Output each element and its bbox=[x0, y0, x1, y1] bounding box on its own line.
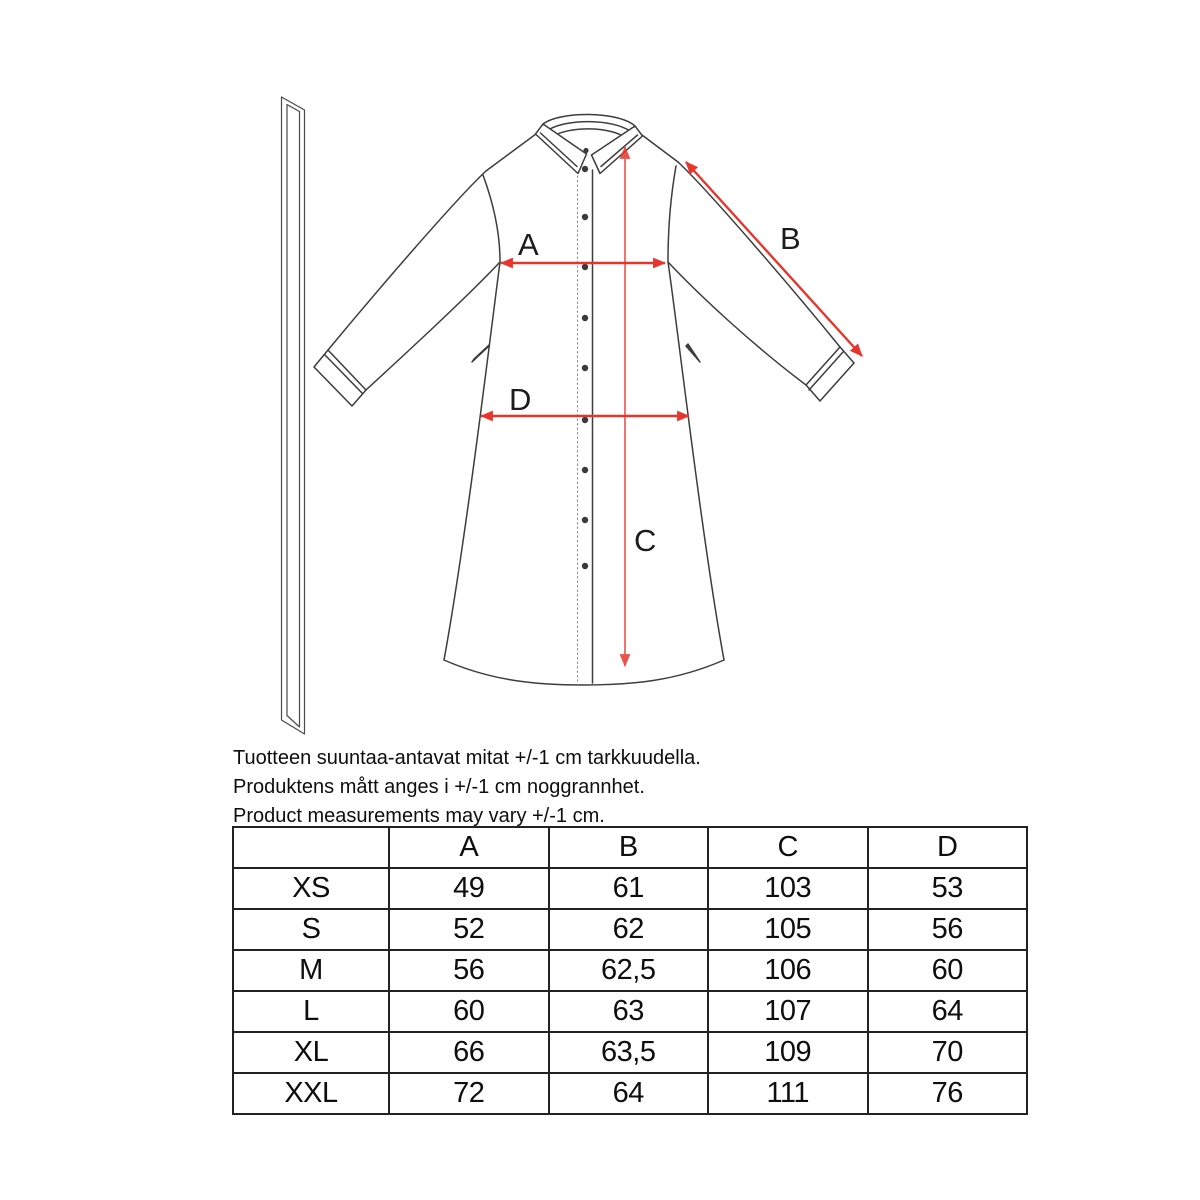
sleeve-right-outer bbox=[678, 162, 840, 347]
measurement-cell: 63 bbox=[549, 991, 709, 1032]
size-cell: L bbox=[233, 991, 389, 1032]
cuff-left bbox=[314, 350, 366, 406]
measurement-cell: 111 bbox=[708, 1073, 868, 1114]
cuff-right bbox=[806, 347, 854, 401]
measurement-cell: 66 bbox=[389, 1032, 549, 1073]
measure-label-b: B bbox=[780, 221, 801, 256]
size-table bbox=[232, 826, 1028, 1115]
size-cell: XS bbox=[233, 868, 389, 909]
button bbox=[582, 365, 588, 371]
measurement-cell: 60 bbox=[868, 950, 1028, 991]
measurement-cell: 62,5 bbox=[549, 950, 709, 991]
size-cell: M bbox=[233, 950, 389, 991]
garment-outline bbox=[314, 114, 854, 685]
measure-label-a: A bbox=[518, 227, 539, 262]
size-row bbox=[233, 991, 1027, 1032]
pocket-right bbox=[686, 344, 700, 362]
measurement-cell: 103 bbox=[708, 868, 868, 909]
armhole-left bbox=[483, 175, 500, 261]
collar-leaf-left bbox=[536, 124, 587, 174]
note-english: Product measurements may vary +/-1 cm. bbox=[233, 805, 605, 827]
measurement-cell: 72 bbox=[389, 1073, 549, 1114]
collar-band-line3 bbox=[552, 129, 626, 138]
body-right bbox=[668, 262, 724, 660]
armhole-right bbox=[668, 166, 676, 261]
measurement-cell: 56 bbox=[389, 950, 549, 991]
note-finnish: Tuotteen suuntaa-antavat mitat +/-1 cm tarkkuudella. bbox=[233, 747, 701, 769]
button bbox=[582, 563, 588, 569]
measurement-cell: 53 bbox=[868, 868, 1028, 909]
button bbox=[582, 417, 588, 423]
measurement-cell: 62 bbox=[549, 909, 709, 950]
shoulder-left bbox=[486, 131, 540, 171]
collar-band bbox=[543, 114, 635, 126]
arrow-b-sleeve-length bbox=[686, 162, 862, 356]
buttons bbox=[582, 148, 589, 569]
body-left bbox=[444, 262, 500, 660]
pocket-left bbox=[472, 345, 489, 362]
measurement-cell: 76 bbox=[868, 1073, 1028, 1114]
measurement-cell: 60 bbox=[389, 991, 549, 1032]
size-cell: XL bbox=[233, 1032, 389, 1073]
collar-band-line2 bbox=[548, 122, 631, 132]
measurement-cell: 64 bbox=[549, 1073, 709, 1114]
hem bbox=[444, 660, 724, 685]
measurement-cell: 105 bbox=[708, 909, 868, 950]
button bbox=[582, 166, 588, 172]
size-row bbox=[233, 909, 1027, 950]
size-cell: S bbox=[233, 909, 389, 950]
size-table-body bbox=[233, 868, 1027, 1114]
cuff-left-stitch bbox=[325, 355, 362, 393]
column-header bbox=[233, 827, 389, 868]
measurement-cell: 107 bbox=[708, 991, 868, 1032]
measurement-cell: 64 bbox=[868, 991, 1028, 1032]
column-header: B bbox=[549, 827, 709, 868]
size-row bbox=[233, 1073, 1027, 1114]
button bbox=[582, 467, 588, 473]
button bbox=[582, 214, 588, 220]
button bbox=[582, 315, 588, 321]
size-row bbox=[233, 1032, 1027, 1073]
column-header: A bbox=[389, 827, 549, 868]
collar-button bbox=[583, 148, 588, 153]
size-table-header-row bbox=[233, 827, 1027, 868]
measurement-cell: 106 bbox=[708, 950, 868, 991]
measure-label-d: D bbox=[509, 382, 532, 417]
measure-label-c: C bbox=[634, 523, 657, 558]
measurement-cell: 56 bbox=[868, 909, 1028, 950]
measurement-cell: 109 bbox=[708, 1032, 868, 1073]
measurement-cell: 70 bbox=[868, 1032, 1028, 1073]
measurement-cell: 61 bbox=[549, 868, 709, 909]
cuff-right-stitch bbox=[809, 352, 843, 390]
measurement-cell: 63,5 bbox=[549, 1032, 709, 1073]
belt-strip bbox=[282, 97, 305, 734]
measurement-notes bbox=[233, 744, 701, 831]
column-header: C bbox=[708, 827, 868, 868]
size-row bbox=[233, 950, 1027, 991]
measurement-arrows bbox=[481, 147, 862, 666]
size-cell: XXL bbox=[233, 1073, 389, 1114]
note-swedish: Produktens mått anges i +/-1 cm noggrannhet. bbox=[233, 776, 645, 798]
size-row bbox=[233, 868, 1027, 909]
button bbox=[582, 264, 588, 270]
shoulder-right bbox=[638, 132, 678, 162]
button bbox=[582, 517, 588, 523]
column-header: D bbox=[868, 827, 1028, 868]
sleeve-left-outer bbox=[328, 171, 486, 350]
measurement-cell: 49 bbox=[389, 868, 549, 909]
measurement-cell: 52 bbox=[389, 909, 549, 950]
